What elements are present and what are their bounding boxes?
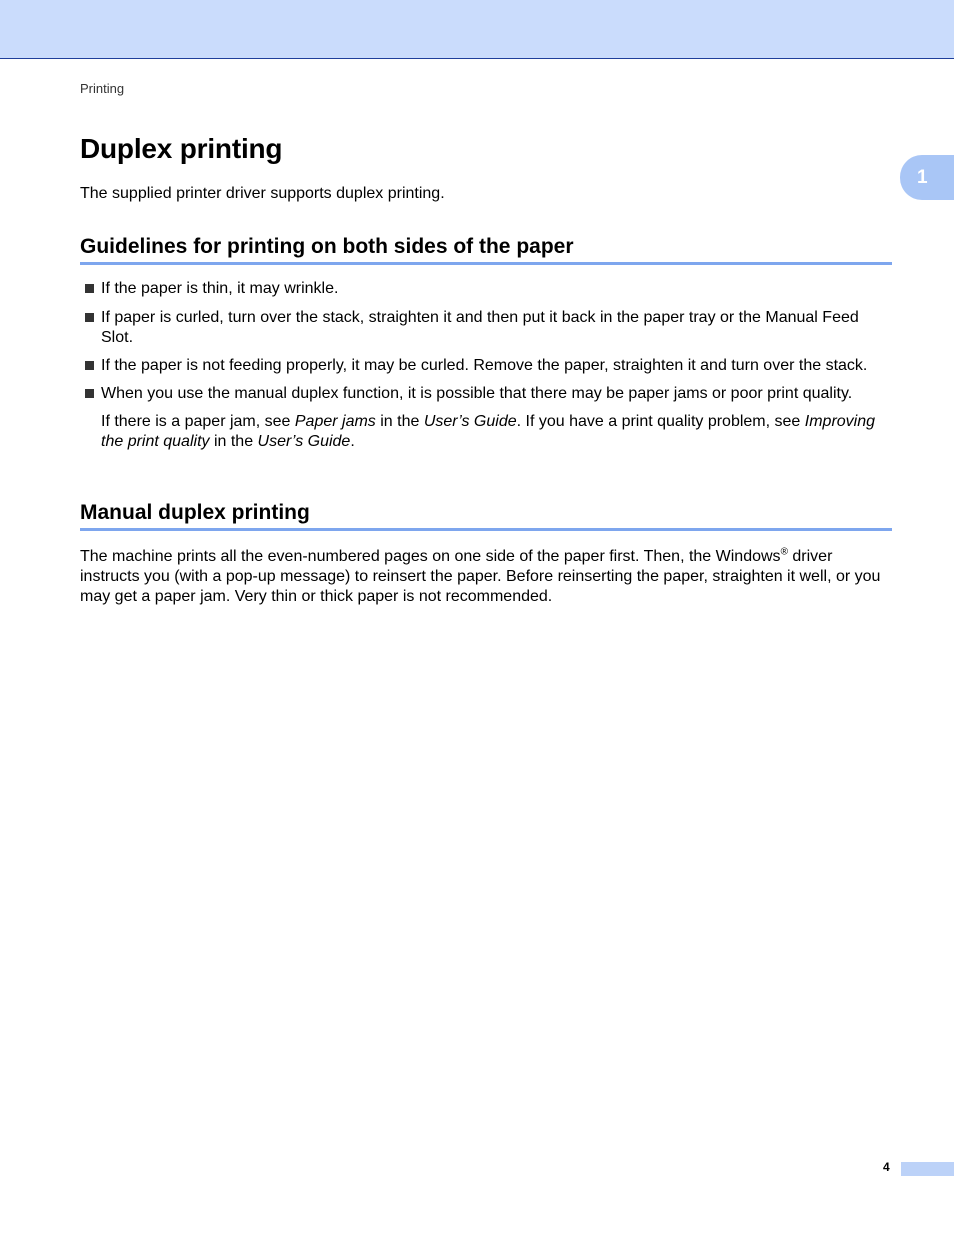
- note-text: .: [350, 433, 355, 450]
- chapter-tab[interactable]: [900, 155, 954, 200]
- bullet-square-icon: [85, 284, 94, 293]
- users-guide-reference: User’s Guide: [423, 413, 517, 430]
- list-item: [80, 279, 892, 299]
- intro-text: The supplied printer driver supports duplex printing.: [80, 185, 445, 202]
- paper-jams-reference: Paper jams: [294, 413, 376, 430]
- page-title: Duplex printing: [80, 133, 283, 164]
- header-band: [0, 0, 954, 59]
- note-text: in the: [209, 433, 258, 450]
- list-item-text: If paper is curled, turn over the stack, straighten it and then put it back in the paper tray or the Manual Feed Slot.: [101, 309, 859, 346]
- paper-jam-note: [101, 412, 892, 452]
- list-item: [80, 356, 892, 376]
- bullet-square-icon: [85, 361, 94, 370]
- note-text: . If you have a print quality problem, see: [516, 413, 805, 430]
- bullet-square-icon: [85, 313, 94, 322]
- guidelines-heading: Guidelines for printing on both sides of the paper: [80, 235, 892, 265]
- page-number: 4: [883, 1160, 890, 1174]
- paragraph-text: driver instructs you (with a pop-up message) to reinsert the paper. Before reinserting the paper, straighten it well, or you may get a paper jam. Very thin or thick paper is not recommended.: [80, 548, 881, 605]
- paragraph-text: The machine prints all the even-numbered pages on one side of the paper first. Then, the Windows: [80, 548, 781, 565]
- footer-bar: [901, 1162, 954, 1176]
- registered-mark: ®: [780, 546, 788, 558]
- bullet-square-icon: [85, 389, 94, 398]
- print-quality-reference: Improving the print quality: [101, 413, 876, 450]
- manual-duplex-paragraph: [80, 547, 892, 607]
- manual-duplex-heading: Manual duplex printing: [80, 501, 892, 531]
- chapter-number: 1: [917, 166, 928, 188]
- list-item-text: If the paper is thin, it may wrinkle.: [101, 280, 339, 297]
- guidelines-list: [80, 279, 892, 404]
- list-item-text: When you use the manual duplex function, it is possible that there may be paper jams or poor print quality.: [101, 385, 853, 402]
- list-item: [80, 308, 892, 348]
- guidelines-section: [80, 235, 892, 452]
- running-header: Printing: [80, 81, 125, 96]
- users-guide-reference: User’s Guide: [257, 433, 351, 450]
- list-item: [80, 384, 892, 404]
- list-item-text: If the paper is not feeding properly, it may be curled. Remove the paper, straighten it and turn over the stack.: [101, 357, 868, 374]
- note-text: If there is a paper jam, see: [101, 413, 295, 430]
- note-text: in the: [375, 413, 424, 430]
- manual-duplex-section: [80, 501, 892, 607]
